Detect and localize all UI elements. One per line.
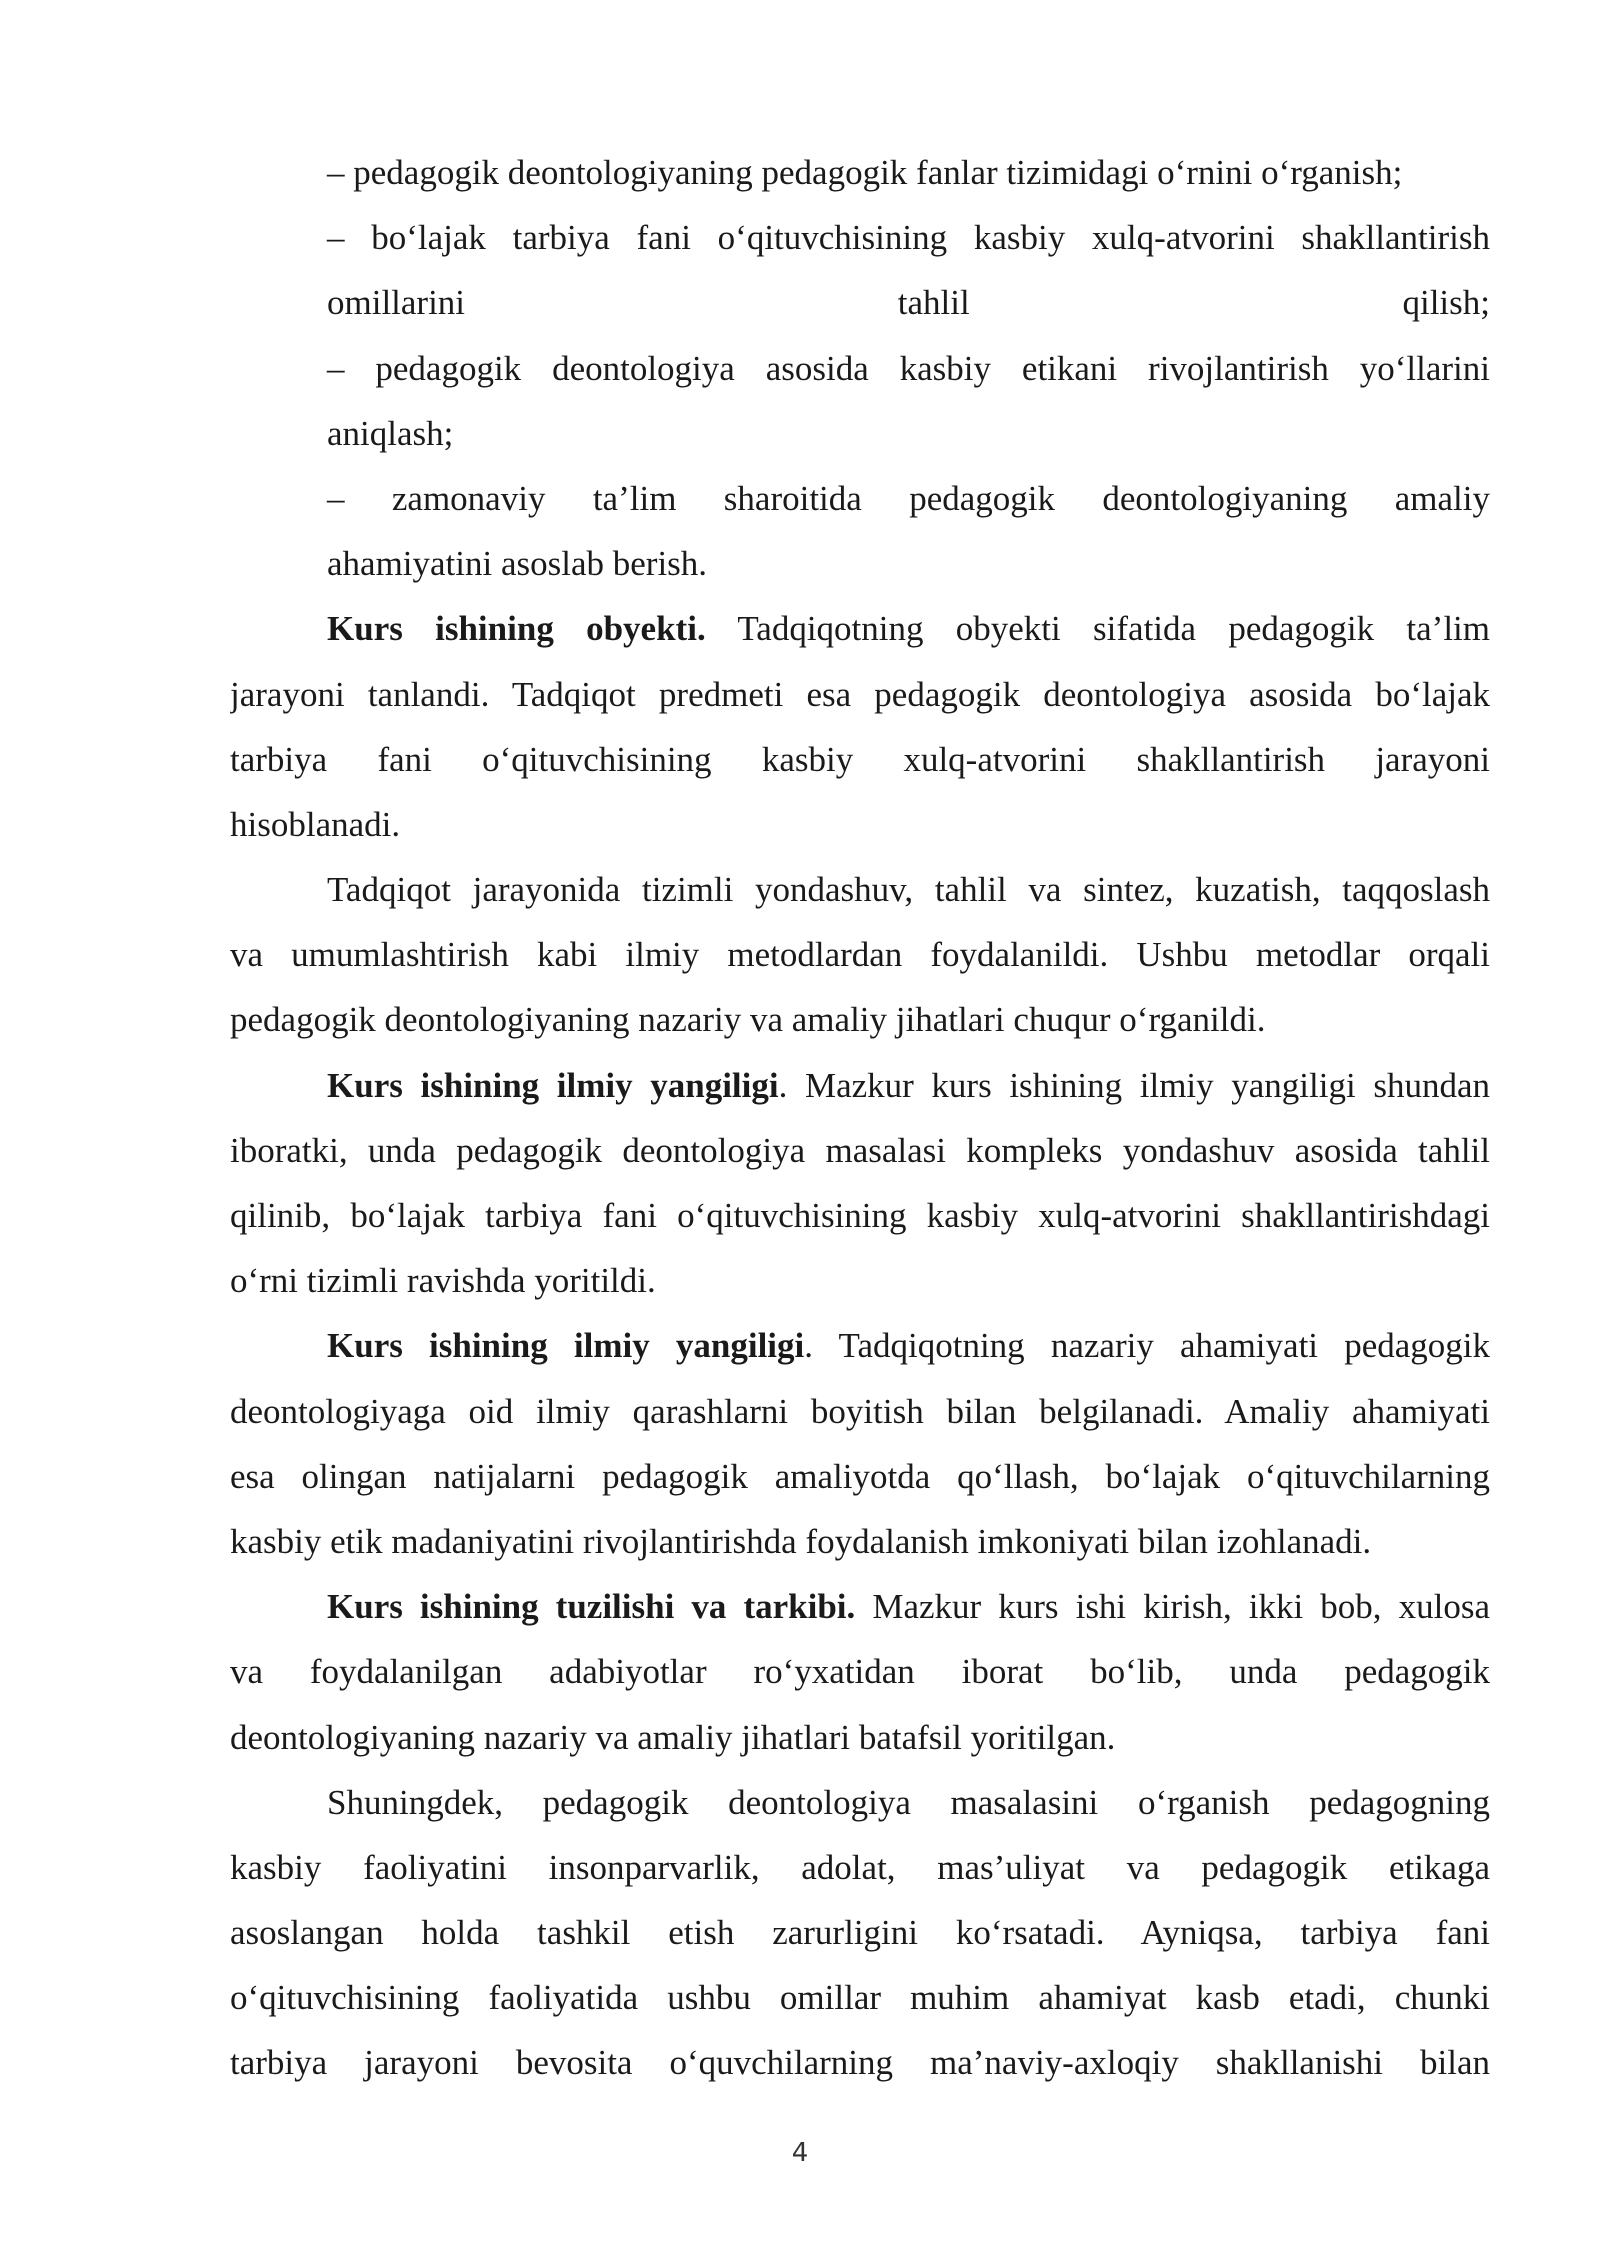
- text-line: [230, 336, 1490, 401]
- line-text: Mazkur kurs ishi kirish, ikki bob, xulosa: [855, 1587, 1490, 1627]
- line-text: omillarini tahlil qilish;: [327, 283, 1490, 323]
- line-text: Shuningdek, pedagogik deontologiya masalasini o‘rganish pedagogning: [327, 1782, 1490, 1822]
- line-text: esa olingan natijalarni pedagogik amaliyotda qo‘llash, bo‘lajak o‘qituvchilarning: [230, 1456, 1490, 1496]
- text-line: [230, 2030, 1490, 2095]
- text-line: [230, 727, 1490, 792]
- text-line: [230, 922, 1490, 987]
- text-line: [230, 1183, 1490, 1248]
- bold-heading: Kurs ishining ilmiy yangiligi: [327, 1326, 805, 1366]
- line-text: tarbiya fani o‘qituvchisining kasbiy xulq-atvorini shakllantirish jarayoni: [230, 739, 1490, 779]
- page-number: 4: [791, 2138, 809, 2168]
- line-text: – zamonaviy ta’lim sharoitida pedagogik deontologiyaning amaliy: [327, 478, 1490, 518]
- line-text: – bo‘lajak tarbiya fani o‘qituvchisining kasbiy xulq-atvorini shakllantirish: [327, 218, 1490, 258]
- text-line: [230, 1444, 1490, 1509]
- line-text: – pedagogik deontologiya asosida kasbiy etikani rivojlantirish yo‘llarini: [327, 348, 1490, 388]
- line-text: deontologiyaga oid ilmiy qarashlarni boyitish bilan belgilanadi. Amaliy ahamiyati: [230, 1391, 1490, 1431]
- text-line: [230, 987, 1490, 1052]
- line-text: ahamiyatini asoslab berish.: [327, 544, 708, 584]
- text-line: [230, 1379, 1490, 1444]
- line-text: va foydalanilgan adabiyotlar ro‘yxatidan iborat bo‘lib, unda pedagogik: [230, 1652, 1490, 1692]
- text-line: [230, 792, 1490, 857]
- text-line: [230, 1118, 1490, 1183]
- line-text: pedagogik deontologiyaning nazariy va amaliy jihatlari chuqur o‘rganildi.: [230, 1000, 1266, 1040]
- line-text: iboratki, unda pedagogik deontologiya masalasi kompleks yondashuv asosida tahlil: [230, 1130, 1490, 1170]
- text-line: [230, 1770, 1490, 1835]
- bold-heading: Kurs ishining ilmiy yangiligi: [327, 1065, 779, 1105]
- text-line: [230, 857, 1490, 922]
- line-text: – pedagogik deontologiyaning pedagogik fanlar tizimidagi o‘rnini o‘rganish;: [327, 153, 1403, 192]
- text-line: [230, 401, 1490, 466]
- text-line: [230, 1965, 1490, 2030]
- text-line: [230, 596, 1490, 661]
- bold-heading: Kurs ishining obyekti.: [327, 609, 706, 649]
- text-line: [230, 1053, 1490, 1118]
- text-line: [230, 1574, 1490, 1639]
- text-line: [230, 140, 1490, 205]
- line-text: o‘qituvchisining faoliyatida ushbu omillar muhim ahamiyat kasb etadi, chunki: [230, 1978, 1490, 2018]
- text-line: [230, 662, 1490, 727]
- text-line: [230, 270, 1490, 335]
- line-text: tarbiya jarayoni bevosita o‘quvchilarning ma’naviy-axloqiy shakllanishi bilan: [230, 2043, 1490, 2083]
- line-text: Tadqiqot jarayonida tizimli yondashuv, tahlil va sintez, kuzatish, taqqoslash: [327, 870, 1490, 910]
- text-line: [230, 1705, 1490, 1770]
- text-line: [230, 1313, 1490, 1378]
- line-text: o‘rni tizimli ravishda yoritildi.: [230, 1261, 656, 1301]
- line-text: . Mazkur kurs ishining ilmiy yangiligi shundan: [778, 1065, 1490, 1105]
- text-line: [230, 1509, 1490, 1574]
- text-line: [230, 205, 1490, 270]
- line-text: asoslangan holda tashkil etish zarurligini ko‘rsatadi. Ayniqsa, tarbiya fani: [230, 1913, 1490, 1953]
- line-text: qilinib, bo‘lajak tarbiya fani o‘qituvchisining kasbiy xulq-atvorini shakllantirishdagi: [230, 1196, 1490, 1235]
- line-text: kasbiy faoliyatini insonparvarlik, adolat, mas’uliyat va pedagogik etikaga: [230, 1847, 1490, 1887]
- line-text: hisoblanadi.: [230, 804, 401, 844]
- line-text: jarayoni tanlandi. Tadqiqot predmeti esa pedagogik deontologiya asosida bo‘lajak: [230, 674, 1490, 714]
- line-text: va umumlashtirish kabi ilmiy metodlardan foydalanildi. Ushbu metodlar orqali: [230, 935, 1490, 975]
- line-text: aniqlash;: [327, 413, 454, 453]
- text-line: [230, 1835, 1490, 1900]
- text-line: [230, 1639, 1490, 1704]
- text-line: [230, 1900, 1490, 1965]
- text-line: [230, 531, 1490, 596]
- text-line: [230, 466, 1490, 531]
- line-text: kasbiy etik madaniyatini rivojlantirishda foydalanish imkoniyati bilan izohlanadi.: [230, 1521, 1372, 1561]
- line-text: Tadqiqotning obyekti sifatida pedagogik ta’lim: [705, 609, 1490, 649]
- document-page: [230, 140, 1490, 2096]
- line-text: deontologiyaning nazariy va amaliy jihatlari batafsil yoritilgan.: [230, 1717, 1116, 1757]
- line-text: . Tadqiqotning nazariy ahamiyati pedagogik: [804, 1326, 1490, 1366]
- bold-heading: Kurs ishining tuzilishi va tarkibi.: [327, 1587, 856, 1627]
- text-line: [230, 1248, 1490, 1313]
